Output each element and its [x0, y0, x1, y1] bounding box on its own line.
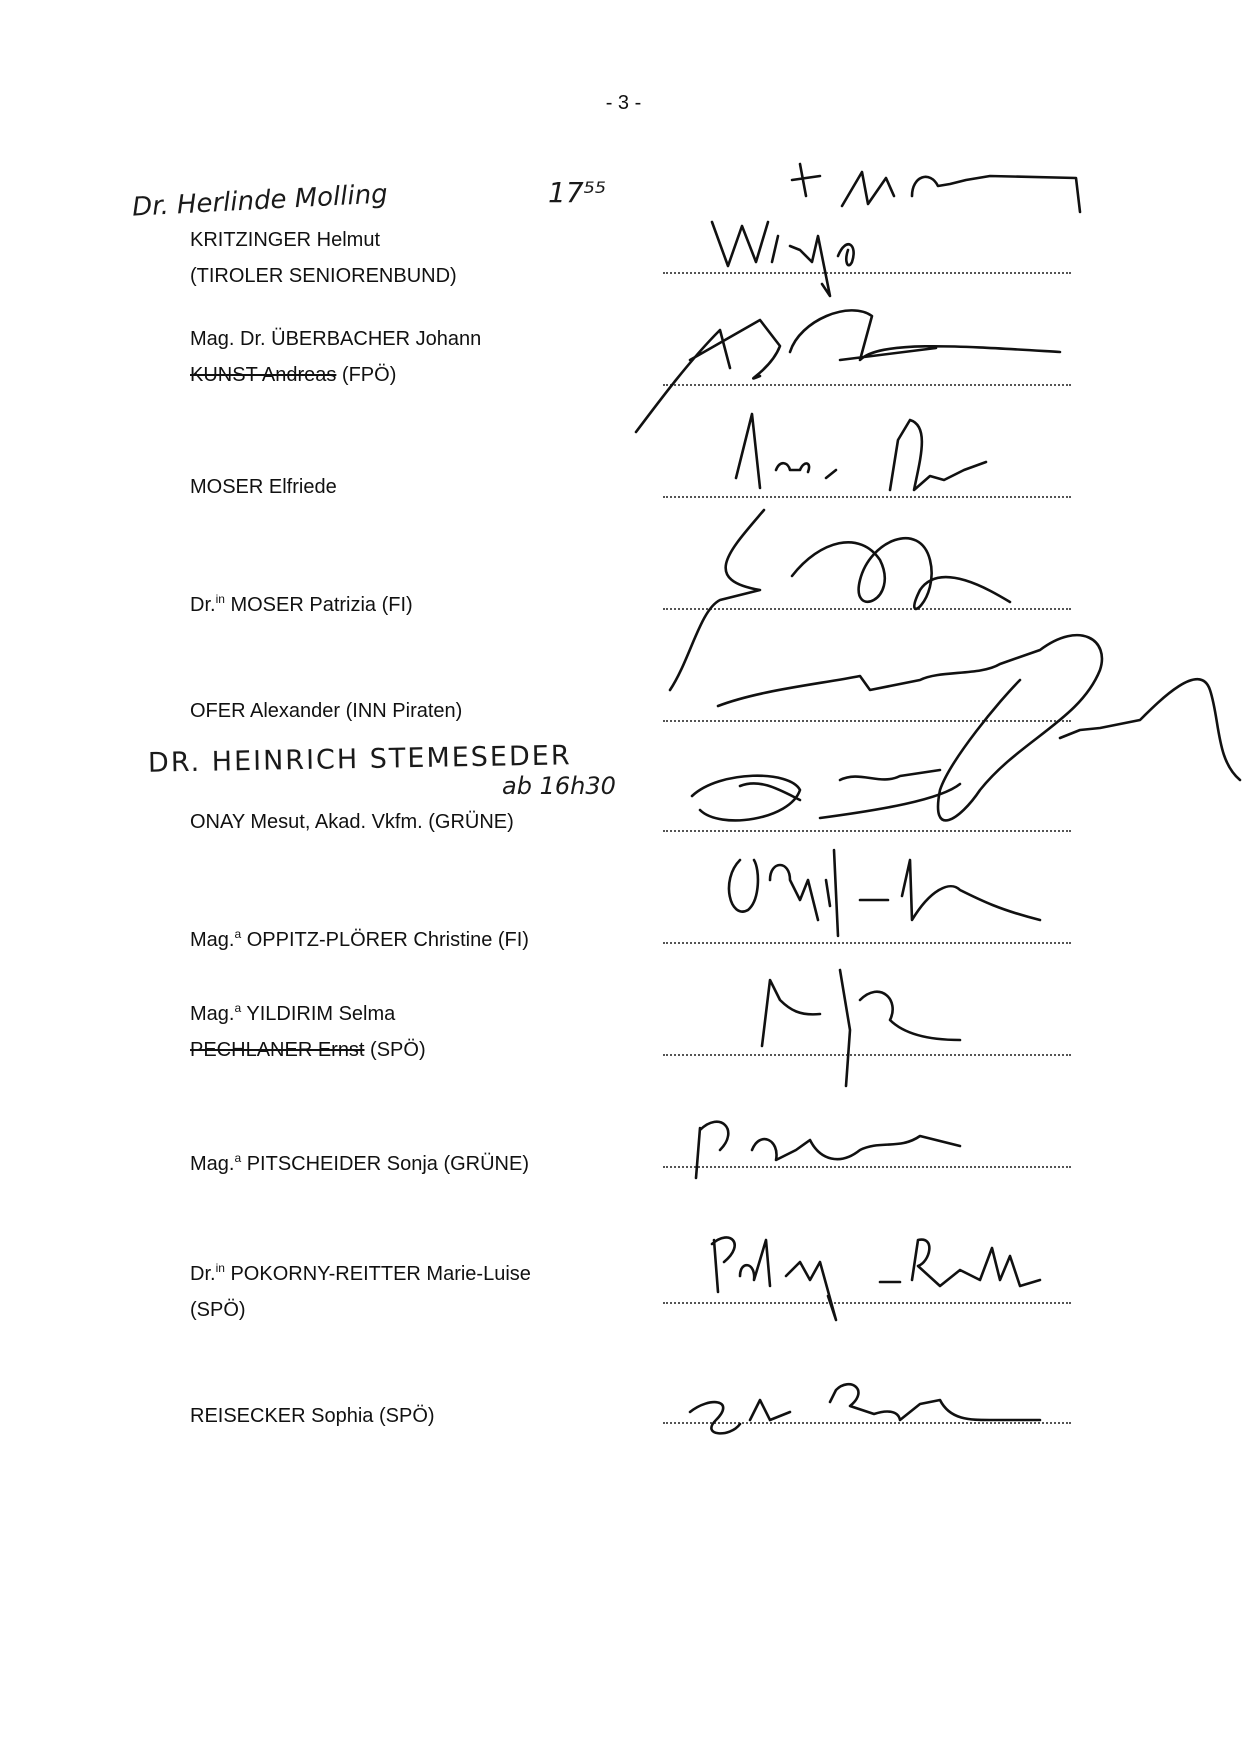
- signature-line: [663, 1298, 1071, 1304]
- signature-moser-patrizia: [670, 510, 1010, 690]
- title-superscript: a: [234, 927, 242, 941]
- member-entry-ueberbacher: [190, 321, 481, 393]
- signature-line: [663, 1418, 1071, 1424]
- signature-line: [663, 268, 1071, 274]
- member-entry-moser-elfriede: [190, 469, 337, 505]
- signature-line: [663, 604, 1071, 610]
- signature-line: [663, 1162, 1071, 1168]
- member-name: OFER Alexander (INN Piraten): [190, 700, 463, 722]
- signature-kritzinger-top: [792, 164, 1080, 212]
- member-entry-ofer: [190, 693, 462, 729]
- member-name: KRITZINGER Helmut: [190, 229, 381, 251]
- member-name-text: PITSCHEIDER Sonja (GRÜNE): [241, 1153, 529, 1175]
- signature-yildirim: [762, 970, 960, 1086]
- member-substitute-line: [190, 357, 481, 393]
- signature-reisecker: [690, 1384, 1040, 1433]
- member-name: MOSER Elfriede: [190, 476, 337, 498]
- signature-ofer: [718, 635, 1240, 820]
- member-name: [190, 1140, 529, 1182]
- signature-ueberbacher: [636, 310, 1060, 432]
- member-entry-moser-patrizia: [190, 581, 413, 623]
- member-name-text: OPPITZ-PLÖRER Christine (FI): [241, 929, 529, 951]
- signature-line: [663, 492, 1071, 498]
- title-superscript: in: [215, 592, 225, 606]
- member-entry-pitscheider: [190, 1140, 529, 1182]
- member-party: (TIROLER SENIORENBUND): [190, 265, 457, 287]
- title-prefix: Mag.: [190, 1153, 235, 1175]
- member-party: (SPÖ): [190, 1299, 246, 1321]
- signature-pokorny-reitter: [712, 1237, 1040, 1320]
- title-prefix: Mag.: [190, 929, 235, 951]
- signature-pitscheider: [696, 1122, 960, 1178]
- member-party: (FPÖ): [336, 364, 397, 386]
- title-prefix: Dr.: [190, 1263, 216, 1285]
- title-superscript: a: [234, 1001, 242, 1015]
- signature-line: [663, 1050, 1071, 1056]
- member-entry-onay: [190, 804, 514, 840]
- member-entry-reisecker: [190, 1398, 435, 1434]
- member-name: [190, 581, 413, 623]
- member-name: [190, 1250, 531, 1292]
- member-name: [190, 990, 426, 1032]
- member-name-text: YILDIRIM Selma: [241, 1003, 396, 1025]
- member-name: Mag. Dr. ÜBERBACHER Johann: [190, 328, 482, 350]
- page-number: - 3 -: [605, 92, 642, 114]
- struck-name: KUNST Andreas: [190, 364, 337, 386]
- signature-kritzinger: [712, 222, 854, 296]
- handwritten-name-middle: DR. HEINRICH STEMESEDER: [147, 740, 572, 779]
- signature-line: [663, 826, 1071, 832]
- member-substitute-line: [190, 1032, 426, 1068]
- signature-line: [663, 716, 1071, 722]
- struck-name: PECHLANER Ernst: [190, 1039, 365, 1061]
- title-superscript: a: [234, 1151, 242, 1165]
- signature-onay: [692, 770, 960, 820]
- member-name: [190, 916, 529, 958]
- member-name: REISECKER Sophia (SPÖ): [190, 1405, 435, 1427]
- member-entry-pokorny-reitter: [190, 1250, 531, 1328]
- title-prefix: Dr.: [190, 594, 216, 616]
- member-entry-yildirim: [190, 990, 426, 1068]
- member-entry-oppitz-ploerer: [190, 916, 529, 958]
- member-name-text: MOSER Patrizia (FI): [224, 594, 413, 616]
- title-superscript: in: [215, 1261, 225, 1275]
- title-prefix: Mag.: [190, 1003, 235, 1025]
- member-name-text: POKORNY-REITTER Marie-Luise: [224, 1263, 531, 1285]
- handwritten-time-top: 17⁵⁵: [548, 176, 607, 209]
- signature-line: [663, 938, 1071, 944]
- signature-oppitz-ploerer: [729, 850, 1040, 936]
- member-entry-kritzinger: [190, 222, 457, 294]
- member-name: ONAY Mesut, Akad. Vkfm. (GRÜNE): [190, 811, 514, 833]
- handwritten-name-top: Dr. Herlinde Molling: [131, 179, 389, 223]
- member-party: (SPÖ): [364, 1039, 426, 1061]
- signature-line: [663, 380, 1071, 386]
- handwritten-time-middle: ab 16h30: [502, 772, 616, 800]
- signature-moser-elfriede: [736, 414, 986, 490]
